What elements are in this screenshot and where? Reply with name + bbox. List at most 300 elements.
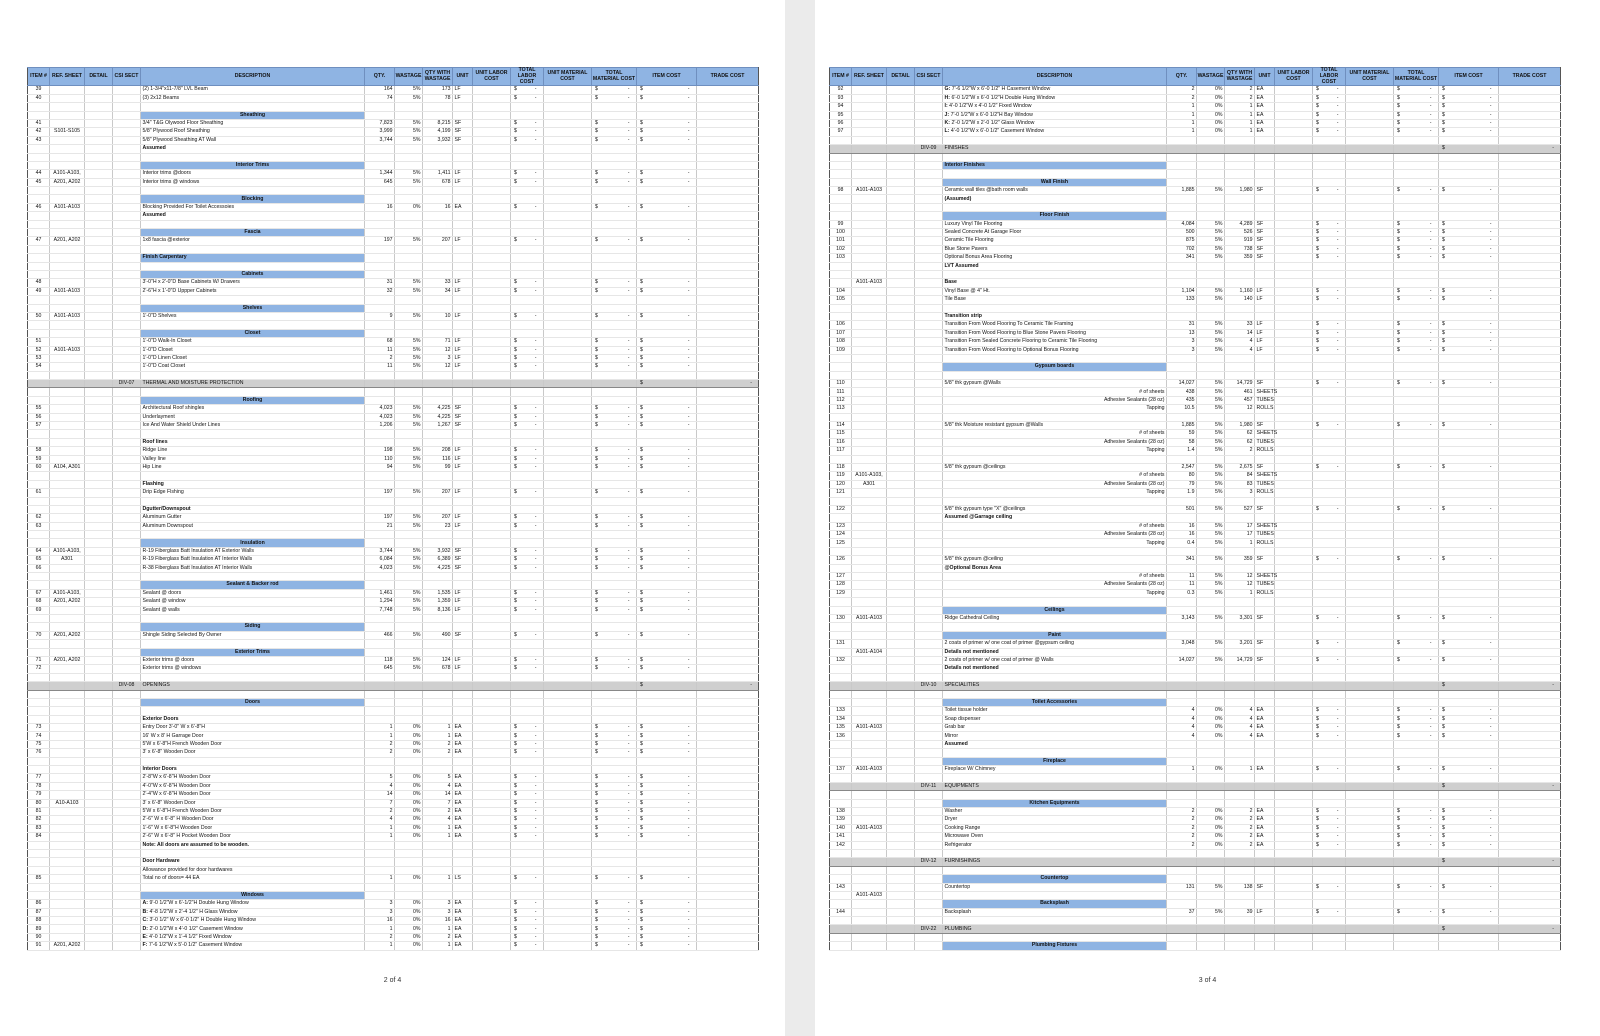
currency: $ bbox=[640, 724, 643, 731]
currency: $ bbox=[1316, 724, 1319, 731]
trade-cost bbox=[1499, 195, 1561, 203]
wastage bbox=[1197, 740, 1225, 748]
csi-sect bbox=[915, 220, 943, 228]
currency: $ bbox=[514, 589, 517, 596]
section-header-row bbox=[830, 606, 1561, 614]
currency: $ bbox=[1316, 287, 1319, 294]
qty-with-wastage bbox=[423, 161, 453, 169]
unit-material-cost bbox=[544, 522, 592, 530]
unit: EA bbox=[453, 774, 473, 782]
unit bbox=[453, 111, 473, 119]
total-material-cost bbox=[592, 354, 637, 362]
item-cost bbox=[637, 698, 697, 706]
item-number bbox=[830, 933, 852, 941]
total-material-cost bbox=[1394, 841, 1439, 849]
csi-sect bbox=[915, 287, 943, 295]
qty bbox=[1167, 312, 1197, 320]
total-material-cost bbox=[1394, 615, 1439, 623]
total-labor-cost bbox=[511, 690, 544, 698]
currency: $ bbox=[514, 354, 517, 361]
ref-sheet bbox=[852, 287, 887, 295]
trade-cost bbox=[697, 942, 759, 950]
line-item-row bbox=[830, 86, 1561, 94]
amount: - bbox=[627, 606, 630, 613]
item-cost bbox=[637, 673, 697, 681]
window-tag: A: bbox=[142, 900, 148, 907]
ref-sheet bbox=[50, 732, 85, 740]
total-labor-cost bbox=[511, 514, 544, 522]
detail bbox=[887, 195, 915, 203]
qty-with-wastage bbox=[1225, 203, 1255, 211]
wastage bbox=[1197, 942, 1225, 950]
currency: $ bbox=[595, 925, 598, 932]
section-header-row bbox=[830, 900, 1561, 908]
total-material-cost bbox=[1394, 648, 1439, 656]
currency: $ bbox=[640, 900, 643, 907]
total-labor-cost bbox=[511, 304, 544, 312]
wastage bbox=[395, 573, 423, 581]
total-material-cost bbox=[592, 623, 637, 631]
csi-sect bbox=[915, 917, 943, 925]
qty: 10.5 bbox=[1167, 405, 1197, 413]
trade-cost bbox=[697, 354, 759, 362]
total-labor-cost bbox=[1313, 86, 1346, 94]
section-header-row bbox=[28, 304, 759, 312]
currency: $ bbox=[595, 547, 598, 554]
item-number: 47 bbox=[28, 237, 50, 245]
unit bbox=[453, 707, 473, 715]
qty-with-wastage: 14 bbox=[1225, 329, 1255, 337]
unit-labor-cost bbox=[1275, 119, 1313, 127]
qty-with-wastage: 678 bbox=[423, 665, 453, 673]
unit bbox=[1255, 933, 1275, 941]
qty bbox=[1167, 136, 1197, 144]
trade-cost bbox=[1499, 606, 1561, 614]
qty bbox=[1167, 917, 1197, 925]
description: Underlayment bbox=[141, 413, 365, 421]
qty: 58 bbox=[1167, 438, 1197, 446]
line-item-row bbox=[830, 195, 1561, 203]
unit-labor-cost bbox=[473, 480, 511, 488]
amount: - bbox=[627, 338, 630, 345]
blank-row bbox=[28, 187, 759, 195]
unit-material-cost bbox=[544, 917, 592, 925]
total-material-cost bbox=[592, 883, 637, 891]
detail bbox=[85, 698, 113, 706]
trade-cost bbox=[1499, 505, 1561, 513]
trade-cost bbox=[1499, 690, 1561, 698]
csi-sect bbox=[113, 807, 141, 815]
csi-sect bbox=[113, 933, 141, 941]
description: 1'-0"D Walk-In Closet bbox=[141, 338, 365, 346]
amount: - bbox=[1489, 254, 1492, 261]
unit-labor-cost bbox=[1275, 698, 1313, 706]
unit: LF bbox=[453, 447, 473, 455]
item-cost bbox=[1439, 656, 1499, 664]
unit-labor-cost bbox=[473, 615, 511, 623]
estimate-page-2 bbox=[0, 0, 785, 1036]
csi-sect bbox=[915, 203, 943, 211]
total-material-cost bbox=[592, 531, 637, 539]
ref-sheet bbox=[852, 245, 887, 253]
detail bbox=[887, 270, 915, 278]
division-total: - bbox=[1499, 682, 1561, 690]
csi-sect bbox=[113, 505, 141, 513]
blank-row bbox=[28, 531, 759, 539]
detail bbox=[85, 522, 113, 530]
wastage bbox=[395, 648, 423, 656]
qty: 2 bbox=[1167, 824, 1197, 832]
unit-material-cost bbox=[1346, 229, 1394, 237]
amount: - bbox=[1429, 103, 1432, 110]
qty bbox=[1167, 170, 1197, 178]
detail bbox=[887, 472, 915, 480]
unit: TUBES bbox=[1256, 438, 1274, 445]
column-header: REF. SHEET bbox=[50, 68, 85, 86]
currency: $ bbox=[1442, 657, 1445, 663]
description: Roof lines bbox=[141, 438, 365, 446]
unit: LF bbox=[453, 589, 473, 597]
total-material-cost bbox=[592, 774, 637, 782]
currency: $ bbox=[1316, 220, 1319, 227]
unit: EA bbox=[453, 791, 473, 799]
description bbox=[943, 128, 1167, 136]
currency: $ bbox=[595, 564, 598, 571]
wastage: 5% bbox=[395, 447, 423, 455]
window-tag: E: bbox=[142, 933, 148, 940]
item-number bbox=[830, 749, 852, 757]
unit-material-cost bbox=[1346, 354, 1394, 362]
item-number bbox=[830, 413, 852, 421]
item-number: 42 bbox=[28, 128, 50, 136]
qty-with-wastage bbox=[1225, 698, 1255, 706]
total-material-cost bbox=[592, 849, 637, 857]
amount: - bbox=[687, 724, 690, 731]
item-cost bbox=[637, 782, 697, 790]
description: Toilet Accessories bbox=[943, 698, 1167, 706]
cell bbox=[830, 682, 852, 690]
ref-sheet: A101-A103, bbox=[50, 170, 85, 178]
item-number: 62 bbox=[28, 514, 50, 522]
item-cost bbox=[637, 522, 697, 530]
currency: $ bbox=[595, 740, 598, 747]
qty-with-wastage: 78 bbox=[423, 94, 453, 102]
ref-sheet: A301 bbox=[50, 556, 85, 564]
csi-sect bbox=[113, 119, 141, 127]
wastage bbox=[395, 270, 423, 278]
description: 3' x 6'-8" Wooden Door bbox=[141, 749, 365, 757]
item-cost bbox=[1439, 908, 1499, 916]
ref-sheet bbox=[50, 270, 85, 278]
item-number: 131 bbox=[830, 640, 852, 648]
description: Ice And Water Shield Under Lines bbox=[141, 422, 365, 430]
wastage: 0% bbox=[395, 942, 423, 950]
qty bbox=[365, 153, 395, 161]
detail bbox=[887, 514, 915, 522]
ref-sheet bbox=[50, 665, 85, 673]
qty-with-wastage: 1 bbox=[1225, 111, 1255, 119]
total-material-cost bbox=[592, 589, 637, 597]
column-header: UNIT MATERIAL COST bbox=[1346, 68, 1394, 86]
description: Tapping bbox=[943, 589, 1167, 597]
amount: - bbox=[627, 136, 630, 143]
currency: $ bbox=[1397, 724, 1400, 731]
qty-with-wastage bbox=[423, 497, 453, 505]
item-number bbox=[28, 531, 50, 539]
amount: - bbox=[1429, 841, 1432, 848]
detail bbox=[85, 782, 113, 790]
csi-sect bbox=[915, 254, 943, 262]
wastage: 5% bbox=[395, 136, 423, 144]
trade-cost bbox=[697, 598, 759, 606]
qty bbox=[365, 161, 395, 169]
detail bbox=[85, 900, 113, 908]
unit bbox=[453, 262, 473, 270]
item-cost bbox=[637, 531, 697, 539]
unit bbox=[453, 539, 473, 547]
item-cost bbox=[637, 413, 697, 421]
description: Base bbox=[943, 279, 1167, 287]
unit: LF bbox=[453, 363, 473, 371]
unit-labor-cost bbox=[1275, 598, 1313, 606]
qty-with-wastage bbox=[423, 472, 453, 480]
trade-cost bbox=[1499, 740, 1561, 748]
wastage bbox=[395, 388, 423, 396]
trade-cost bbox=[697, 690, 759, 698]
item-number: 68 bbox=[28, 598, 50, 606]
detail bbox=[85, 673, 113, 681]
line-item-row bbox=[28, 287, 759, 295]
unit: SF bbox=[453, 119, 473, 127]
item-cost bbox=[1439, 195, 1499, 203]
total-labor-cost bbox=[511, 346, 544, 354]
qty-with-wastage: 1 bbox=[1225, 766, 1255, 774]
item-cost bbox=[637, 740, 697, 748]
description-text: 7'-0 1/2"W x 6'-0 1/2"H Bay Window bbox=[950, 111, 1033, 118]
qty bbox=[365, 648, 395, 656]
line-item-row bbox=[830, 346, 1561, 354]
amount: - bbox=[687, 665, 690, 672]
item-cost bbox=[1439, 463, 1499, 471]
qty: 110 bbox=[365, 455, 395, 463]
total-material-cost bbox=[1394, 380, 1439, 388]
qty: 197 bbox=[365, 489, 395, 497]
total-labor-cost bbox=[1313, 371, 1346, 379]
qty: 4,084 bbox=[1167, 220, 1197, 228]
qty-with-wastage: 461 bbox=[1225, 388, 1255, 396]
total-labor-cost bbox=[511, 673, 544, 681]
trade-cost bbox=[1499, 480, 1561, 488]
item-cost bbox=[637, 908, 697, 916]
description: Microwave Oven bbox=[943, 833, 1167, 841]
unit-labor-cost bbox=[473, 698, 511, 706]
total-material-cost bbox=[592, 220, 637, 228]
detail bbox=[85, 212, 113, 220]
qty: 3,744 bbox=[365, 136, 395, 144]
window-tag: K: bbox=[944, 120, 950, 126]
unit-labor-cost bbox=[1275, 665, 1313, 673]
trade-cost bbox=[697, 589, 759, 597]
qty-with-wastage bbox=[423, 505, 453, 513]
unit-material-cost bbox=[544, 539, 592, 547]
csi-sect bbox=[915, 791, 943, 799]
amount: - bbox=[1489, 766, 1492, 773]
csi-sect bbox=[915, 589, 943, 597]
unit-material-cost bbox=[544, 229, 592, 237]
wastage bbox=[1197, 849, 1225, 857]
qty bbox=[365, 321, 395, 329]
item-cost bbox=[637, 573, 697, 581]
unit: EA bbox=[1255, 94, 1275, 102]
qty-with-wastage: 138 bbox=[1225, 883, 1255, 891]
currency: $ bbox=[595, 556, 598, 563]
total-labor-cost bbox=[1313, 757, 1346, 765]
detail bbox=[85, 875, 113, 883]
description: 4'-0"W x 6'-8"H Wooden Door bbox=[141, 782, 365, 790]
line-item-row bbox=[830, 908, 1561, 916]
amount: - bbox=[627, 774, 630, 781]
amount: - bbox=[687, 598, 690, 605]
trade-cost bbox=[1499, 707, 1561, 715]
unit: LS bbox=[453, 875, 473, 883]
amount: - bbox=[534, 547, 537, 554]
trade-cost bbox=[1499, 732, 1561, 740]
section-header-row bbox=[28, 195, 759, 203]
line-item-row bbox=[28, 522, 759, 530]
detail bbox=[887, 111, 915, 119]
amount: - bbox=[687, 933, 690, 940]
unit-material-cost bbox=[544, 791, 592, 799]
ref-sheet: A101-A103 bbox=[852, 615, 887, 623]
ref-sheet bbox=[50, 422, 85, 430]
total-labor-cost bbox=[511, 245, 544, 253]
item-number bbox=[830, 740, 852, 748]
item-number: 132 bbox=[830, 656, 852, 664]
wastage: 0% bbox=[395, 816, 423, 824]
trade-cost bbox=[697, 279, 759, 287]
csi-sect bbox=[113, 665, 141, 673]
detail bbox=[887, 480, 915, 488]
item-cost bbox=[637, 900, 697, 908]
amount: - bbox=[1489, 380, 1492, 387]
total-labor-cost bbox=[511, 447, 544, 455]
detail bbox=[85, 866, 113, 874]
total-labor-cost bbox=[1313, 195, 1346, 203]
total-material-cost bbox=[592, 153, 637, 161]
ref-sheet bbox=[852, 833, 887, 841]
trade-cost bbox=[1499, 438, 1561, 446]
item-number bbox=[28, 371, 50, 379]
total-labor-cost bbox=[1313, 514, 1346, 522]
item-cost bbox=[1439, 472, 1499, 480]
unit bbox=[453, 438, 473, 446]
detail bbox=[85, 631, 113, 639]
total-labor-cost bbox=[511, 539, 544, 547]
qty-with-wastage: 8,136 bbox=[423, 606, 453, 614]
total-labor-cost bbox=[511, 547, 544, 555]
amount: - bbox=[687, 203, 690, 210]
item-number: 113 bbox=[830, 405, 852, 413]
unit-labor-cost bbox=[1275, 413, 1313, 421]
csi-sect bbox=[113, 262, 141, 270]
description: 3'-0"H x 2'-0"D Base Cabinets W/ Drawers bbox=[141, 279, 365, 287]
line-item-row bbox=[28, 782, 759, 790]
total-labor-cost bbox=[1313, 732, 1346, 740]
csi-sect bbox=[113, 883, 141, 891]
item-number: 96 bbox=[830, 119, 852, 127]
item-number bbox=[28, 581, 50, 589]
trade-cost bbox=[697, 715, 759, 723]
detail bbox=[85, 346, 113, 354]
unit-material-cost bbox=[1346, 942, 1394, 950]
trade-cost bbox=[697, 497, 759, 505]
column-header: WASTAGE bbox=[1197, 68, 1225, 86]
unit-labor-cost bbox=[1275, 581, 1313, 589]
currency: $ bbox=[1397, 287, 1400, 294]
csi-sect bbox=[113, 757, 141, 765]
unit-material-cost bbox=[1346, 237, 1394, 245]
ref-sheet bbox=[852, 111, 887, 119]
detail bbox=[85, 279, 113, 287]
qty-with-wastage bbox=[1225, 371, 1255, 379]
line-item-row bbox=[830, 262, 1561, 270]
total-labor-cost bbox=[511, 942, 544, 950]
unit: LF bbox=[1255, 338, 1275, 346]
total-labor-cost bbox=[511, 908, 544, 916]
item-number bbox=[830, 875, 852, 883]
currency: $ bbox=[595, 732, 598, 739]
item-number: 43 bbox=[28, 136, 50, 144]
wastage: 0% bbox=[395, 933, 423, 941]
description: Hip Line bbox=[141, 463, 365, 471]
detail bbox=[85, 245, 113, 253]
item-cost bbox=[637, 606, 697, 614]
qty bbox=[365, 891, 395, 899]
item-cost bbox=[1439, 220, 1499, 228]
item-number: 91 bbox=[28, 942, 50, 950]
division-total: - bbox=[1499, 145, 1561, 153]
currency: $ bbox=[1442, 715, 1445, 722]
wastage: 0% bbox=[395, 900, 423, 908]
unit-labor-cost bbox=[1275, 363, 1313, 371]
currency: $ bbox=[595, 464, 598, 471]
detail bbox=[85, 363, 113, 371]
amount: - bbox=[534, 598, 537, 605]
line-item-row bbox=[830, 615, 1561, 623]
trade-cost bbox=[1499, 900, 1561, 908]
amount: - bbox=[627, 346, 630, 353]
item-cost bbox=[1439, 774, 1499, 782]
detail bbox=[887, 413, 915, 421]
unit bbox=[1255, 170, 1275, 178]
wastage: 0% bbox=[395, 799, 423, 807]
trade-cost bbox=[697, 766, 759, 774]
trade-cost bbox=[697, 615, 759, 623]
currency: $ bbox=[640, 178, 643, 185]
ref-sheet bbox=[50, 766, 85, 774]
qty-with-wastage: 4,199 bbox=[423, 128, 453, 136]
item-number: 100 bbox=[830, 229, 852, 237]
detail bbox=[887, 908, 915, 916]
wastage: 0% bbox=[395, 925, 423, 933]
unit-material-cost bbox=[544, 178, 592, 186]
description-text: 6'-0 1/2"W x 6'-0 1/2"H Double Hung Window bbox=[951, 94, 1056, 101]
item-number: 81 bbox=[28, 807, 50, 815]
qty bbox=[1167, 891, 1197, 899]
section-header-row bbox=[28, 648, 759, 656]
item-cost bbox=[637, 371, 697, 379]
qty-with-wastage: 1,411 bbox=[423, 170, 453, 178]
